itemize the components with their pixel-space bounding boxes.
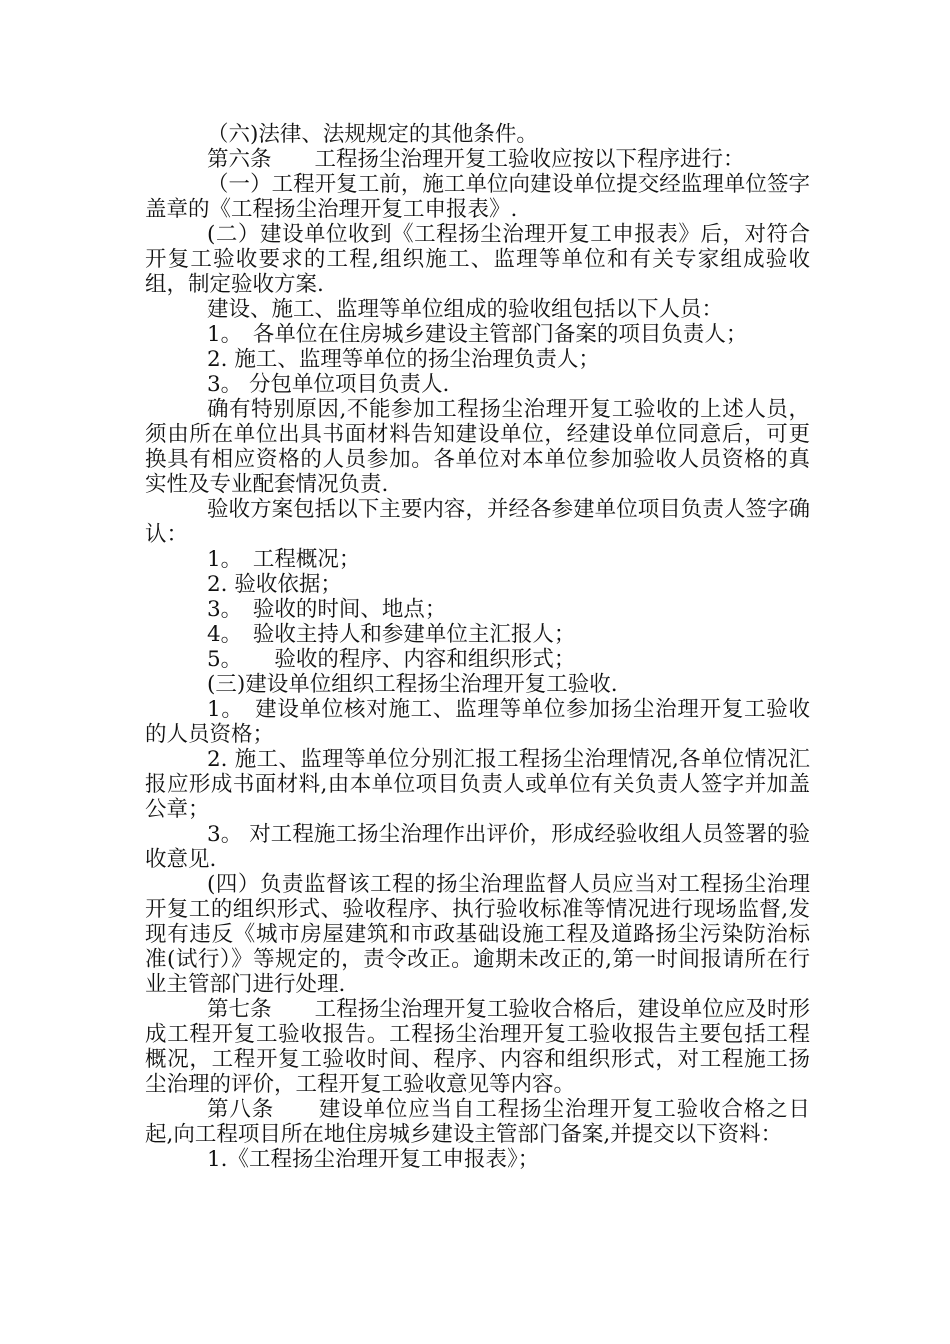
list-item: 4。 验收主持人和参建单位主汇报人； xyxy=(207,622,576,647)
list-item: 1。 建设单位核对施工、监理等单位参加扬尘治理开复工验收的人员资格； xyxy=(145,697,810,747)
paragraph-plan-contents: 验收方案包括以下主要内容，并经各参建单位项目负责人签字确认： xyxy=(145,497,810,547)
paragraph-step-2: (二）建设单位收到《工程扬尘治理开复工申报表》后，对符合开复工验收要求的工程,组织施工、监理等单位和有关专家组成验收组，制定验收方案. xyxy=(145,222,810,297)
list-item: 2. 验收依据； xyxy=(207,572,342,597)
paragraph-group-members: 建设、施工、监理等单位组成的验收组包括以下人员： xyxy=(207,297,724,322)
document-body xyxy=(145,122,810,1172)
list-item: 1。 各单位在住房城乡建设主管部门备案的项目负责人； xyxy=(207,322,748,347)
list-item: 1.《工程扬尘治理开复工申报表》； xyxy=(207,1147,540,1172)
list-item: 3。 对工程施工扬尘治理作出评价，形成经验收组人员签署的验收意见. xyxy=(145,822,810,872)
paragraph-article-8: 第八条 建设单位应当自工程扬尘治理开复工验收合格之日起,向工程项目所在地住房城乡建设主管部门备案,并提交以下资料： xyxy=(145,1097,810,1147)
list-item: 2. 施工、监理等单位的扬尘治理负责人； xyxy=(207,347,600,372)
paragraph-special-reason: 确有特别原因,不能参加工程扬尘治理开复工验收的上述人员，须由所在单位出具书面材料告知建设单位，经建设单位同意后，可更换具有相应资格的人员参加。各单位对本单位参加验收人员资格的真实性及专业配套情况负责. xyxy=(145,397,810,497)
list-item: 2. 施工、监理等单位分别汇报工程扬尘治理情况,各单位情况汇报应形成书面材料,由本单位项目负责人或单位有关负责人签字并加盖公章； xyxy=(145,747,810,822)
paragraph-step-3: (三)建设单位组织工程扬尘治理开复工验收. xyxy=(207,672,618,697)
list-item: 3。 验收的时间、地点； xyxy=(207,597,447,622)
list-item: 3。 分包单位项目负责人. xyxy=(207,372,450,397)
paragraph-article-7: 第七条 工程扬尘治理开复工验收合格后，建设单位应及时形成工程开复工验收报告。工程扬尘治理开复工验收报告主要包括工程概况，工程开复工验收时间、程序、内容和组织形式，对工程施工扬尘治理的评价，工程开复工验收意见等内容。 xyxy=(145,997,810,1097)
paragraph-step-4: (四）负责监督该工程的扬尘治理监督人员应当对工程扬尘治理开复工的组织形式、验收程序、执行验收标准等情况进行现场监督,发现有违反《城市房屋建筑和市政基础设施工程及道路扬尘污染防治标准(试行）》等规定的，责令改正。逾期未改正的,第一时间报请所在行业主管部门进行处理. xyxy=(145,872,810,997)
paragraph-step-1: （一）工程开复工前，施工单位向建设单位提交经监理单位签字盖章的《工程扬尘治理开复工申报表》. xyxy=(145,172,810,222)
paragraph-article-6: 第六条 工程扬尘治理开复工验收应按以下程序进行： xyxy=(207,147,745,172)
paragraph-condition-6: （六)法律、法规规定的其他条件。 xyxy=(207,122,538,147)
list-item: 5。 验收的程序、内容和组织形式； xyxy=(207,647,576,672)
list-item: 1。 工程概况； xyxy=(207,547,361,572)
